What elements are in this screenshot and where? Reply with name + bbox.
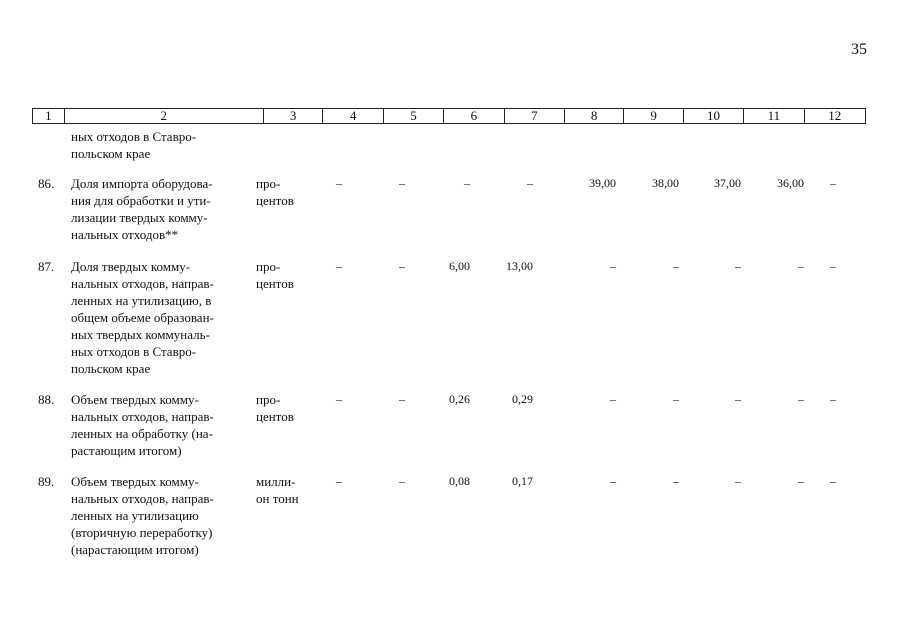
row-value: – [735, 259, 741, 273]
row-name: Доля твердых комму- нальных отходов, направ- ленных на утилизацию, в общем объеме образован- ных твердых коммуналь- ных отходов в Ставро- польском крае [71, 259, 214, 376]
row-value: – [610, 474, 616, 488]
row-number: 87. [38, 259, 55, 274]
header-col-3: 3 [264, 109, 323, 123]
row-unit: про- центов [256, 259, 294, 291]
row-value: – [399, 176, 405, 190]
row-value: – [830, 176, 836, 190]
row-value: – [830, 392, 836, 406]
row-value: – [610, 259, 616, 273]
row-value: – [336, 259, 342, 273]
row-value: – [735, 474, 741, 488]
row-value: – [336, 392, 342, 406]
row-value: – [464, 176, 470, 190]
header-col-10: 10 [684, 109, 744, 123]
row-value: 0,26 [449, 392, 470, 406]
header-col-12: 12 [828, 108, 842, 123]
row-number: 89. [38, 474, 55, 489]
row-number: 86. [38, 176, 55, 191]
row-value: – [336, 176, 342, 190]
row-value: 38,00 [652, 176, 679, 190]
header-col-6: 6 [444, 109, 504, 123]
row-unit: милли- он тонн [256, 474, 299, 506]
row-value: – [798, 259, 804, 273]
row-value: – [527, 176, 533, 190]
row-value: – [399, 392, 405, 406]
header-col-8: 8 [565, 109, 624, 123]
row-value: – [336, 474, 342, 488]
header-col-4: 4 [323, 109, 383, 123]
page-number: 35 [851, 41, 867, 58]
header-col-2: 2 [65, 109, 264, 123]
row-value: – [735, 392, 741, 406]
row-unit: про- центов [256, 176, 294, 208]
row-number: 88. [38, 392, 55, 407]
row-value: 39,00 [589, 176, 616, 190]
row-value: – [673, 259, 679, 273]
row-value: 37,00 [714, 176, 741, 190]
row-value: 6,00 [449, 259, 470, 273]
row-name: ных отходов в Ставро- польском крае [71, 129, 197, 161]
header-col-5: 5 [384, 109, 444, 123]
row-value: 0,08 [449, 474, 470, 488]
row-value: 13,00 [506, 259, 533, 273]
row-unit: про- центов [256, 392, 294, 424]
row-value: – [830, 259, 836, 273]
row-value: – [673, 392, 679, 406]
header-col-1: 1 [33, 109, 65, 123]
row-value: – [610, 392, 616, 406]
header-col-9: 9 [624, 109, 683, 123]
row-value: – [399, 259, 405, 273]
row-name: Объем твердых комму- нальных отходов, направ- ленных на утилизацию (вторичную переработку) (нарастающим итогом) [71, 474, 214, 557]
row-value: – [798, 392, 804, 406]
row-value: – [673, 474, 679, 488]
row-value: 0,17 [512, 474, 533, 488]
row-value: – [798, 474, 804, 488]
header-col-11: 11 [744, 109, 804, 123]
row-value: 0,29 [512, 392, 533, 406]
row-name: Объем твердых комму- нальных отходов, направ- ленных на обработку (на- растающим итогом) [71, 392, 214, 458]
row-value: – [830, 474, 836, 488]
row-value: – [399, 474, 405, 488]
row-name: Доля импорта оборудова- ния для обработки и ути- лизации твердых комму- нальных отходов** [71, 176, 213, 242]
row-value: 36,00 [777, 176, 804, 190]
header-col-7: 7 [505, 109, 565, 123]
